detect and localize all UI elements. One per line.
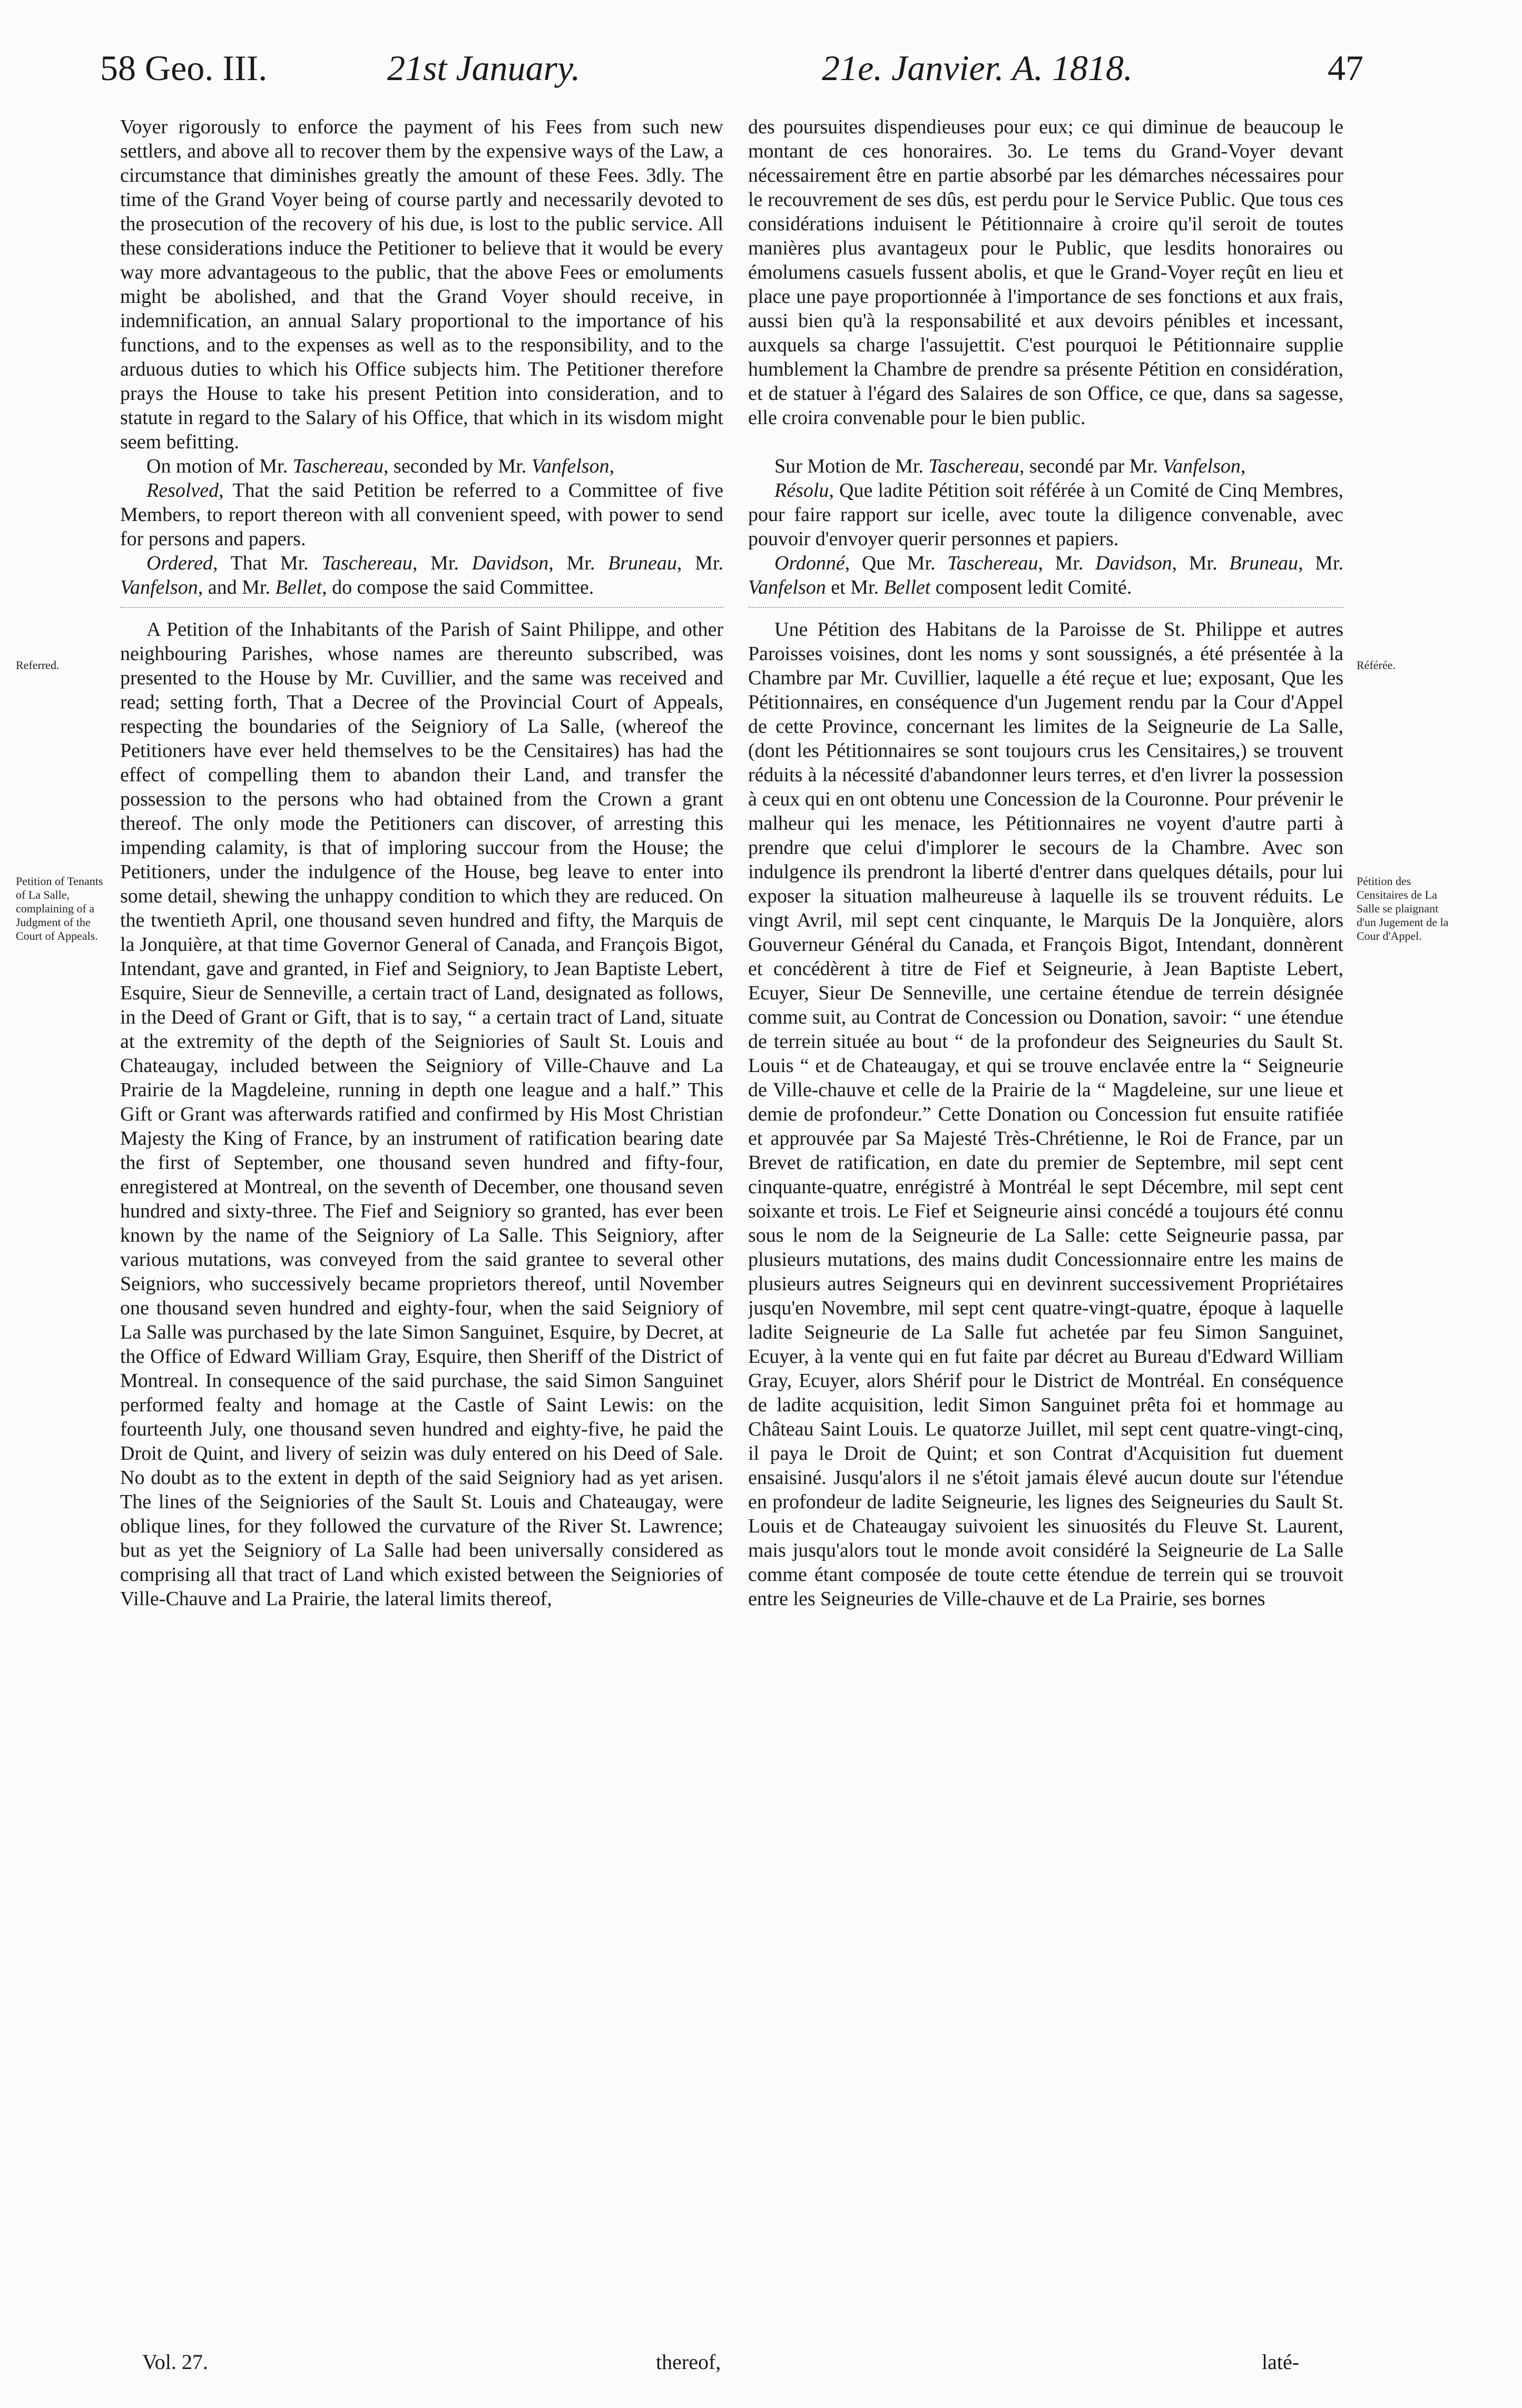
header-french-date: 21e. Janvier. A. 1818.: [822, 48, 1133, 88]
section-divider: [748, 607, 1343, 608]
english-paragraph-fees: Voyer rigorously to enforce the payment of his Fees from such new settlers, and above all to recover them by the expensive ways of the Law, a circumstance that diminishes greatly the amount of these Fees. 3dly. The time of the Grand Voyer being of course partly and necessarily devoted to the prosecution of the recovery of his due, is lost to the public service. All these considerations induce the Petitioner to believe that it would be every way more advantageous to the public, that the above Fees or emoluments might be abolished, and that the Grand Voyer should receive, in indemnification, an annual Salary proportional to the importance of his functions, and to the expenses as well as to the responsibility, and to the arduous duties to which his Office subjects him. The Petitioner therefore prays the House to take his present Petition into consideration, and to statute in regard to the Salary of his Office, that which in its wisdom might seem befitting.: [120, 116, 723, 453]
volume-mark: Vol. 27.: [142, 2350, 208, 2374]
english-resolution: Resolved, That the said Petition be referred to a Committee of five Members, to report thereon with all convenient speed, with power to send for persons and papers.: [120, 479, 723, 550]
paragraph-gap: [748, 430, 1343, 454]
catchword-english: thereof,: [656, 2350, 721, 2374]
french-resolution: Résolu, Que ladite Pétition soit référée à un Comité de Cinq Membres, pour faire rapport sur icelle, avec toute la diligence convenable, avec pouvoir d'envoyer querir personnes et papiers.: [748, 479, 1343, 550]
margin-note-referee: Référée.: [1357, 658, 1396, 672]
header-reign: 58 Geo. III.: [100, 48, 268, 88]
header-english-date: 21st January.: [387, 48, 581, 88]
french-paragraph-petition: Une Pétition des Habitans de la Paroisse de St. Philippe et autres Paroisses voisines, dont les noms y sont soussignés, a été présentée à la Chambre par Mr. Cuvillier, laquelle a été reçue et lue; exposant, Que les Pétitionnaires, en conséquence d'un Jugement rendu par la Cour d'Appel de cette Province, concernant les limites de la Seigneurie de La Salle, (dont les Pétitionnaires se sont toujours crus les Censitaires,) se trouvent réduits à la nécessité d'abandonner leurs terres, et d'en livrer la possession à ceux qui en ont obtenu une Concession de la Couronne. Pour prévenir le malheur qui les menace, les Pétitionnaires ne voyent d'autre parti à prendre que celui d'implorer le secours de la Chambre. Avec son indulgence ils prendront la liberté d'entrer dans quelques détails, pour lui exposer la situation malheureuse à laquelle ils se trouvent réduits. Le vingt Avril, mil sept cent cinquante, le Marquis De la Jonquière, alors Gouverneur Général du Canada, et François Bigot, Intendant, donnèrent et concédèrent à titre de Fief et Seigneurie, à Jean Baptiste Lebert, Ecuyer, Sieur De Senneville, une certaine étendue de terrein désignée comme suit, au Contrat de Concession ou Donation, savoir: “ une étendue de terrein située au bout “ de la profondeur des Seigneuries du Sault St. Louis “ et de Chateaugay, et qui se trouve enclavée entre la “ Seigneurie de Ville-chauve et celle de la Prairie de la “ Magdeleine, sur une lieue et demie de profondeur.” Cette Donation ou Concession fut ensuite ratifiée et approuvée par Sa Majesté Très-Chrétienne, le Roi de France, par un Brevet de ratification, en date du premier de Septembre, mil sept cent cinquante-quatre, enrégistré à Montréal le sept Décembre, mil sept cent soixante et trois. Le Fief et Seigneurie ainsi concédé a toujours été connu sous le nom de la Seigneurie de La Salle: cette Seigneurie passa, par plusieurs mutations, des mains dudit Concessionnaire entre les mains de plusieurs autres Seigneurs qui en devinrent successivement Propriétaires jusqu'en Novembre, mil sept cent quatre-vingt-quatre, époque à laquelle ladite Seigneurie de La Salle fut achetée par feu Simon Sanguinet, Ecuyer, à la vente qui en fut faite par décret au Bureau d'Edward William Gray, Ecuyer, alors Shérif pour le District de Montréal. En conséquence de ladite acquisition, ledit Simon Sanguinet prêta foi et hommage au Château Saint Louis. Le quatorze Juillet, mil sept cent quatre-vingt-cinq, il paya le Droit de Quint; et son Contrat d'Acquisition fut duement ensaisiné. Jusqu'alors il ne s'étoit jamais élevé aucun doute sur l'étendue en profondeur de ladite Seigneurie, les lignes des Seigneuries du Sault St. Louis et de Chateaugay suivoient les sinuosités du Fleuve St. Laurent, mais jusqu'alors tout le monde avoit considéré la Seigneurie de La Salle comme étant composée de toute cette étendue de terrein qui se trouvoit entre les Seigneuries de Ville-chauve et de La Prairie, ses bornes: [748, 618, 1343, 1610]
french-motion: Sur Motion de Mr. Taschereau, secondé par Mr. Vanfelson,: [774, 455, 1246, 477]
french-paragraph-fees: des poursuites dispendieuses pour eux; ce qui diminue de beaucoup le montant de ces honoraires. 3o. Le tems du Grand-Voyer devant nécessairement être en partie absorbé par les démarches nécessaires pour le recouvrement de ses dûs, est perdu pour le Service Public. Que tous ces considérations induisent le Pétitionnaire à croire qu'il seroit de toutes manières plus avantageux pour le Public, que lesdits honoraires ou émolumens casuels fussent abolis, et que le Grand-Voyer reçût en lieu et place une paye proportionnée à l'importance de ses fonctions et aux frais, aussi bien qu'à la responsabilité et aux devoirs pénibles et incessant, auxquels sa charge l'assujettit. C'est pourquoi le Pétitionnaire supplie humblement la Chambre de prendre sa présente Pétition en considération, et de statuer à l'égard des Salaires de son Office, ce que, dans sa sagesse, elle croira convenable pour le bien public.: [748, 116, 1343, 429]
english-column: [120, 115, 723, 2359]
margin-note-petition: Petition of Tenants of La Salle, complaining of a Judgment of the Court of Appeals.: [16, 874, 103, 942]
french-column: [748, 115, 1343, 2359]
margin-note-petition-fr: Pétition des Censitaires de La Salle se plaignant d'un Jugement de la Cour d'Appel.: [1357, 874, 1449, 942]
running-header: [0, 47, 1522, 111]
margin-note-referred: Referred.: [16, 658, 60, 672]
french-order: Ordonné, Que Mr. Taschereau, Mr. Davidson, Mr. Bruneau, Mr. Vanfelson et Mr. Bellet composent ledit Comité.: [748, 552, 1343, 598]
catchword-french: laté-: [1262, 2350, 1300, 2374]
page-footer: [0, 2350, 1522, 2386]
english-motion: On motion of Mr. Taschereau, seconded by Mr. Vanfelson,: [146, 455, 615, 477]
english-order: Ordered, That Mr. Taschereau, Mr. Davidson, Mr. Bruneau, Mr. Vanfelson, and Mr. Bellet, do compose the said Committee.: [120, 552, 723, 598]
section-divider: [120, 607, 723, 608]
page-number: 47: [1328, 48, 1363, 88]
english-paragraph-petition: A Petition of the Inhabitants of the Parish of Saint Philippe, and other neighbouring Parishes, whose names are thereunto subscribed, was presented to the House by Mr. Cuvillier, and the same was received and read; setting forth, That a Decree of the Provincial Court of Appeals, respecting the boundaries of the Seigniory of La Salle, (whereof the Petitioners have ever held themselves to be the Censitaires) has had the effect of compelling them to abandon their Land, and transfer the possession to the persons who had obtained from the Crown a grant thereof. The only mode the Petitioners can discover, of arresting this impending calamity, is that of imploring succour from the House; the Petitioners, under the indulgence of the House, beg leave to enter into some detail, shewing the unhappy condition to which they are reduced. On the twentieth April, one thousand seven hundred and fifty, the Marquis de la Jonquière, at that time Governor General of Canada, and François Bigot, Intendant, gave and granted, in Fief and Seigniory, to Jean Baptiste Lebert, Esquire, Sieur de Senneville, a certain tract of Land, designated as follows, in the Deed of Grant or Gift, that is to say, “ a certain tract of Land, situate at the extremity of the depth of the Seigniories of Sault St. Louis and Chateaugay, included between the Seigniory of Ville-Chauve and La Prairie de la Magdeleine, running in depth one league and a half.” This Gift or Grant was afterwards ratified and confirmed by His Most Christian Majesty the King of France, by an instrument of ratification bearing date the first of September, one thousand seven hundred and fifty-four, enregistered at Montreal, on the seventh of December, one thousand seven hundred and sixty-three. The Fief and Seigniory so granted, has ever been known by the name of the Seigniory of La Salle. This Seigniory, after various mutations, was conveyed from the said grantee to several other Seigniors, who successively became proprietors thereof, until November one thousand seven hundred and eighty-four, when the said Seigniory of La Salle was purchased by the late Simon Sanguinet, Esquire, by Decret, at the Office of Edward William Gray, Esquire, then Sheriff of the District of Montreal. In consequence of the said purchase, the said Simon Sanguinet performed fealty and homage at the Castle of Saint Lewis: on the fourteenth July, one thousand seven hundred and eighty-five, he paid the Droit de Quint, and livery of seizin was duly entered on his Deed of Sale. No doubt as to the extent in depth of the said Seigniory had as yet arisen. The lines of the Seigniories of the Sault St. Louis and Chateaugay, were oblique lines, for they followed the curvature of the River St. Lawrence; but as yet the Seigniory of La Salle had been universally considered as comprising all that tract of Land which existed between the Seigniories of Ville-Chauve and La Prairie, the lateral limits thereof,: [120, 618, 723, 1610]
